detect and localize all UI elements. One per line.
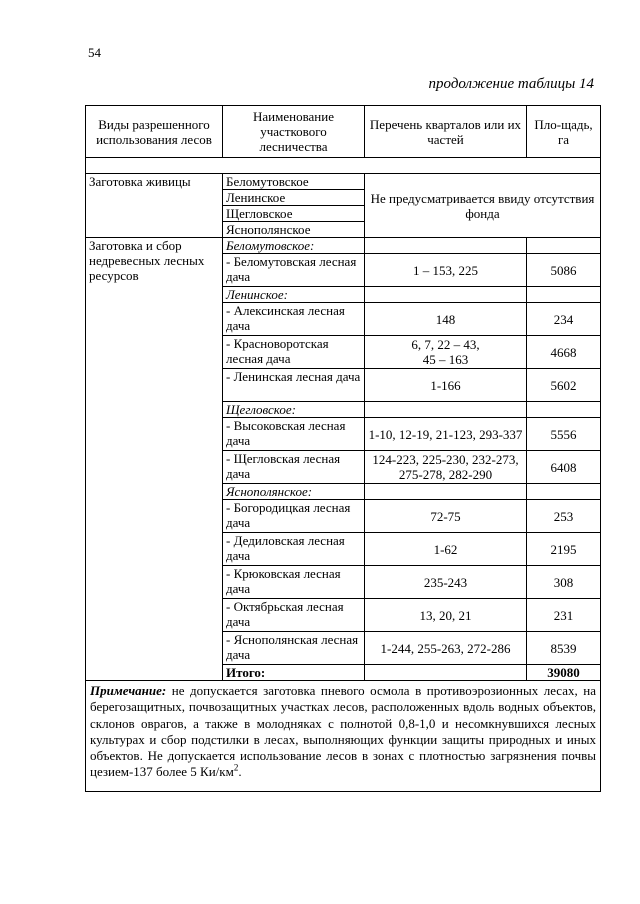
header-forestry: Наименование участкового лесничества <box>223 106 365 158</box>
quarters-list: 1-10, 12-19, 21-123, 293-337 <box>365 418 527 451</box>
table-continuation-caption: продолжение таблицы 14 <box>428 76 594 92</box>
empty-cell <box>527 287 601 303</box>
forestry-name: Яснополянское <box>223 222 365 238</box>
forest-dacha-name: - Дедиловская лесная дача <box>223 533 365 566</box>
forest-dacha-name: - Высоковская лесная дача <box>223 418 365 451</box>
note-label: Примечание: <box>90 683 167 698</box>
area-value: 8539 <box>527 632 601 665</box>
total-label: Итого: <box>223 665 365 681</box>
header-area: Пло-щадь, га <box>527 106 601 158</box>
page-number: 54 <box>88 45 101 60</box>
use-type-nontimber: Заготовка и сбор недревесных лесных ресурсов <box>86 238 223 681</box>
empty-cell <box>365 484 527 500</box>
quarters-list: 1-166 <box>365 369 527 402</box>
forestry-group-name: Ленинское: <box>223 287 365 303</box>
note-superscript: 2 <box>233 763 239 774</box>
total-value: 39080 <box>527 665 601 681</box>
empty-cell <box>365 238 527 254</box>
quarters-list: 72-75 <box>365 500 527 533</box>
forest-dacha-name: - Богородицкая лесная дача <box>223 500 365 533</box>
header-quarters: Перечень кварталов или их частей <box>365 106 527 158</box>
area-value: 2195 <box>527 533 601 566</box>
area-value: 253 <box>527 500 601 533</box>
area-value: 5602 <box>527 369 601 402</box>
forest-dacha-name: - Октябрьская лесная дача <box>223 599 365 632</box>
forest-dacha-name: - Яснополянская лесная дача <box>223 632 365 665</box>
empty-cell <box>365 402 527 418</box>
header-use: Виды разрешенного использования лесов <box>86 106 223 158</box>
empty-cell <box>365 287 527 303</box>
spacer-row <box>86 158 601 174</box>
resin-not-provided-note: Не предусматривается ввиду отсутствия фонда <box>365 174 601 238</box>
quarters-list: 124-223, 225-230, 232-273, 275-278, 282-290 <box>365 451 527 484</box>
header-row <box>86 106 601 158</box>
area-value: 308 <box>527 566 601 599</box>
forest-dacha-name: - Крюковская лесная дача <box>223 566 365 599</box>
resin-row <box>86 174 601 190</box>
use-type-resin: Заготовка живицы <box>86 174 223 238</box>
forestry-name: Ленинское <box>223 190 365 206</box>
forestry-group-name: Яснополянское: <box>223 484 365 500</box>
forestry-name: Щегловское <box>223 206 365 222</box>
quarters-list: 1-62 <box>365 533 527 566</box>
note-row <box>86 681 601 792</box>
quarters-list: 6, 7, 22 – 43, 45 – 163 <box>365 336 527 369</box>
forestry-group-row <box>86 238 601 254</box>
empty-cell <box>527 484 601 500</box>
quarters-list: 1 – 153, 225 <box>365 254 527 287</box>
forestry-group-name: Беломутовское: <box>223 238 365 254</box>
area-value: 6408 <box>527 451 601 484</box>
forest-dacha-name: - Ленинская лесная дача <box>223 369 365 402</box>
empty-cell <box>527 238 601 254</box>
forestry-group-name: Щегловское: <box>223 402 365 418</box>
note-cell: Примечание: не допускается заготовка пневого осмола в противоэрозионных лесах, на берегозащитных, почвозащитных участках лесов, расположенных вдоль водных объектов, склонов оврагов, а также в молодняках с полнотой 0,8-1,0 и несомкнувшихся лесных культурах и сбор подстилки в лесах, выполняющих функции защиты природных и иных объектов. Не допускается использование лесов в зонах с плотностью загрязнения почвы цезием-137 более 5 $Ки/км^2$. <box>86 681 601 792</box>
forest-dacha-name: - Щегловская лесная дача <box>223 451 365 484</box>
forest-dacha-name: - Красноворотская лесная дача <box>223 336 365 369</box>
forestry-name: Беломутовское <box>223 174 365 190</box>
quarters-list: 148 <box>365 303 527 336</box>
area-value: 231 <box>527 599 601 632</box>
quarters-list: 1-244, 255-263, 272-286 <box>365 632 527 665</box>
forest-use-table <box>85 105 601 792</box>
area-value: 4668 <box>527 336 601 369</box>
forest-dacha-name: - Беломутовская лесная дача <box>223 254 365 287</box>
note-text: не допускается заготовка пневого осмола в противоэрозионных лесах, на берегозащитных, почвозащитных участках лесов, расположенных вдоль водных объектов, склонов оврагов, а также в молодняках с полнотой 0,8-1,0 и несомкнувшихся лесных культурах и сбор подстилки в лесах, выполняющих функции защиты природных и иных объектов. Не допускается использование лесов в зонах с плотностью загрязнения почвы цезием-137 более 5 Ки/км <box>90 683 596 780</box>
forest-dacha-name: - Алексинская лесная дача <box>223 303 365 336</box>
quarters-list: 235-243 <box>365 566 527 599</box>
area-value: 5556 <box>527 418 601 451</box>
quarters-list: 13, 20, 21 <box>365 599 527 632</box>
empty-cell <box>527 402 601 418</box>
empty-cell <box>365 665 527 681</box>
area-value: 5086 <box>527 254 601 287</box>
area-value: 234 <box>527 303 601 336</box>
